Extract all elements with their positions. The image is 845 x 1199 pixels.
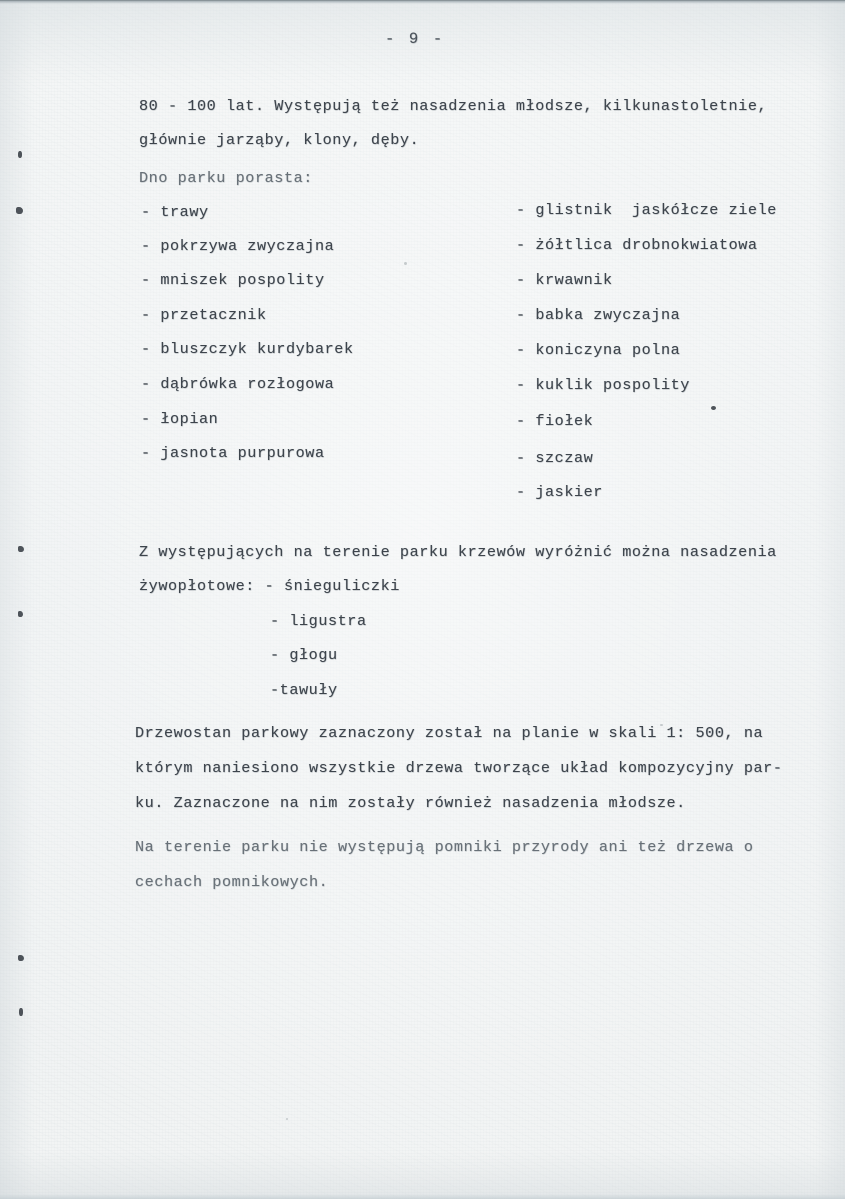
opening-paragraph-line-2: głównie jarząby, klony, dęby.	[139, 131, 420, 149]
page-number: - 9 -	[385, 30, 445, 48]
monuments-paragraph-line-1: Na terenie parku nie występują pomniki przyrody ani też drzewa o	[135, 838, 754, 856]
margin-ink-speck	[16, 207, 23, 214]
scan-dust	[660, 724, 663, 726]
margin-ink-speck	[18, 611, 23, 617]
list-item: - trawy	[141, 203, 209, 221]
list-item: - jaskier	[516, 483, 603, 501]
list-item: - szczaw	[516, 449, 594, 467]
list-item: - koniczyna polna	[516, 341, 681, 359]
scan-dust	[286, 1118, 288, 1120]
list-item: - babka zwyczajna	[516, 306, 681, 324]
list-item: - mniszek pospolity	[141, 271, 325, 289]
list-item: - pokrzywa zwyczajna	[141, 237, 335, 255]
shrubs-paragraph-line-2: żywopłotowe: - śnieguliczki	[139, 577, 400, 595]
stray-ink-dot	[711, 406, 716, 410]
list-item: - krwawnik	[516, 271, 613, 289]
list-item: - łopian	[141, 410, 219, 428]
plan-paragraph-line-2: którym naniesiono wszystkie drzewa tworzące układ kompozycyjny par-	[135, 759, 783, 777]
list-item: - jasnota purpurowa	[141, 444, 325, 462]
margin-ink-speck	[18, 151, 22, 158]
list-item: - żółtlica drobnokwiatowa	[516, 236, 758, 254]
scan-dust	[404, 262, 407, 265]
margin-ink-speck	[18, 955, 24, 961]
list-item: - bluszczyk kurdybarek	[141, 340, 354, 358]
scan-top-edge	[0, 0, 845, 4]
plan-paragraph-line-3: ku. Zaznaczone na nim zostały również nasadzenia młodsze.	[135, 794, 686, 812]
list-item: - glistnik jaskółcze ziele	[516, 201, 777, 219]
ground-cover-heading: Dno parku porasta:	[139, 169, 313, 187]
scan-bottom-edge	[0, 1194, 845, 1199]
shrubs-paragraph-line-1: Z występujących na terenie parku krzewów wyróżnić można nasadzenia	[139, 543, 777, 561]
list-item: - głogu	[270, 646, 338, 664]
list-item: - dąbrówka rozłogowa	[141, 375, 335, 393]
plan-paragraph-line-1: Drzewostan parkowy zaznaczony został na planie w skali 1: 500, na	[135, 724, 764, 742]
list-item: - przetacznik	[141, 306, 267, 324]
monuments-paragraph-line-2: cechach pomnikowych.	[135, 873, 329, 891]
list-item: - kuklik pospolity	[516, 376, 690, 394]
margin-ink-speck	[19, 1008, 23, 1016]
list-item: - ligustra	[270, 612, 367, 630]
margin-ink-speck	[18, 546, 24, 552]
list-item: -tawuły	[270, 681, 338, 699]
list-item: - fiołek	[516, 412, 594, 430]
opening-paragraph-line-1: 80 - 100 lat. Występują też nasadzenia młodsze, kilkunastoletnie,	[139, 97, 768, 115]
